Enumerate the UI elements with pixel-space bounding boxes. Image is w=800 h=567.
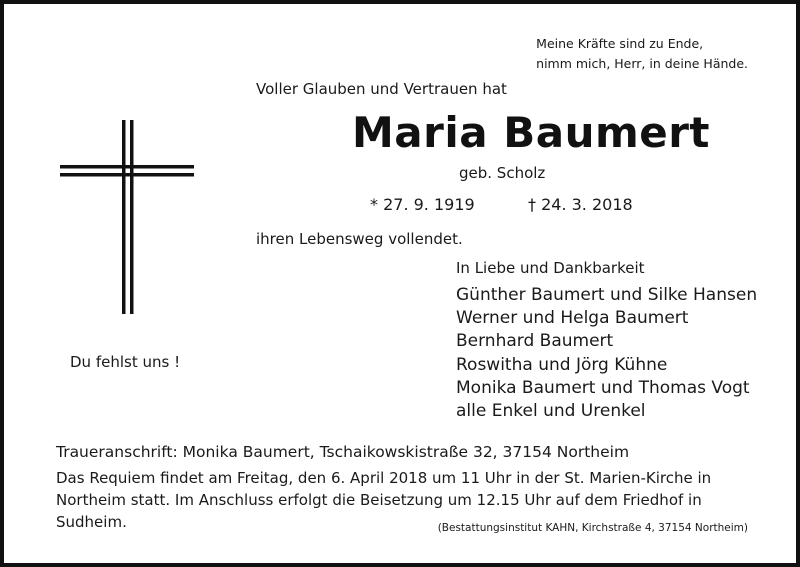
death-date: † 24. 3. 2018	[528, 195, 633, 214]
maiden-name: geb. Scholz	[459, 164, 546, 182]
missed-text: Du fehlst uns !	[70, 353, 181, 371]
completed-text: ihren Lebensweg vollendet.	[256, 230, 463, 248]
requiem-info: Das Requiem findet am Freitag, den 6. April 2018 um 11 Uhr in der St. Marien-Kirche in Northeim statt. Im Anschluss erfolgt die Beisetzung um 12.15 Uhr auf dem Friedhof in Sudheim.	[56, 469, 712, 531]
intro-text: Voller Glauben und Vertrauen hat	[256, 80, 507, 98]
mourner-item: alle Enkel und Urenkel	[456, 401, 646, 422]
motto-line-1: Meine Kräfte sind zu Ende,	[536, 36, 704, 51]
cross-icon	[60, 120, 194, 314]
mourners-list	[456, 284, 757, 423]
undertaker-info: (Bestattungsinstitut KAHN, Kirchstraße 4, 37154 Northeim)	[437, 522, 748, 534]
mourner-item: Werner und Helga Baumert	[456, 308, 689, 329]
mourner-item: Roswitha und Jörg Kühne	[456, 354, 668, 375]
mourner-item: Bernhard Baumert	[456, 331, 614, 352]
motto-line-2: nimm mich, Herr, in deine Hände.	[536, 56, 748, 71]
mourning-address: Traueranschrift: Monika Baumert, Tschaikowskistraße 32, 37154 Northeim	[56, 443, 630, 461]
birth-date: * 27. 9. 1919	[370, 195, 475, 214]
deceased-name: Maria Baumert	[352, 108, 711, 157]
mourner-item: Günther Baumert und Silke Hansen	[456, 285, 758, 305]
mourner-item: Monika Baumert und Thomas Vogt	[456, 377, 750, 398]
motto-verse	[536, 34, 748, 74]
gratitude-text: In Liebe und Dankbarkeit	[456, 259, 645, 277]
